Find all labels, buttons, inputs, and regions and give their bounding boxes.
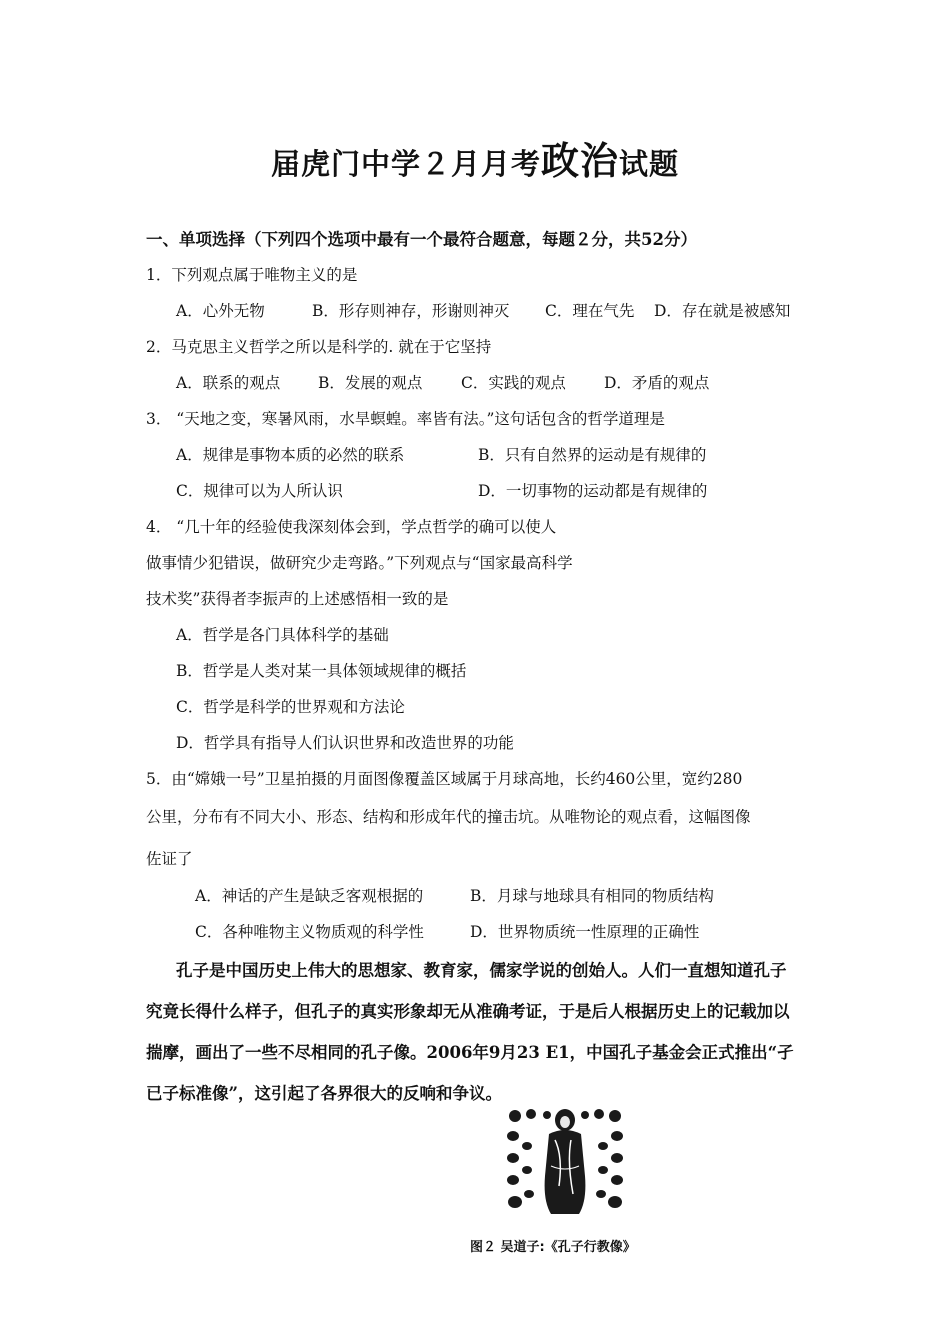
title-part3: 试题 [619,147,680,181]
question-2-option-a: A．联系的观点 [176,374,281,392]
title-part1: 届虎门中学２月月考 [270,147,541,181]
question-5-option-d: D．世界物质统一性原理的正确性 [470,923,700,941]
question-5-option-c: C．各种唯物主义物质观的科学性 [195,923,424,941]
question-4-option-b: B．哲学是人类对某一具体领域规律的概括 [176,662,467,680]
question-3-option-a: A．规律是事物本质的必然的联系 [176,446,405,464]
confucius-portrait-image [505,1106,625,1218]
question-4-option-c: C．哲学是科学的世界观和方法论 [176,698,405,716]
question-5-option-a: A．神话的产生是缺乏客观根据的 [195,887,424,905]
question-3-option-d: D．一切事物的运动都是有规律的 [478,482,708,500]
question-3-option-b: B．只有自然界的运动是有规律的 [478,446,707,464]
passage-line-4: 已子标准像”，这引起了各界很大的反响和争议。 [146,1084,502,1103]
question-5-stem-line-1: 5．由“嫦娥一号”卫星拍摄的月面图像覆盖区域属于月球高地，长约460公里，宽约280 [146,770,743,788]
question-4-stem-line-2: 做事情少犯错误，做研究少走弯路。”下列观点与“国家最高科学 [146,554,573,572]
figure-caption: 图２ 吴道子:《孔子行教像》 [470,1240,636,1255]
section-heading: 一、单项选择（下列四个选项中最有一个最符合题意，每题２分，共52分） [146,230,697,249]
question-4-stem-line-1: 4． “几十年的经验使我深刻体会到，学点哲学的确可以使人 [146,518,557,536]
question-2-stem: 2．马克思主义哲学之所以是科学的. 就在于它坚持 [146,338,492,356]
question-1-stem: 1．下列观点属于唯物主义的是 [146,266,358,284]
question-3-stem: 3． “天地之变，寒暑风雨，水旱螟蝗。率皆有法。”这句话包含的哲学道理是 [146,410,665,428]
question-5-option-b: B．月球与地球具有相同的物质结构 [470,887,714,905]
question-2-option-b: B．发展的观点 [318,374,423,392]
question-4-stem-line-3: 技术奖”获得者李振声的上述感悟相一致的是 [146,590,449,608]
question-1-option-c: C．理在气先 [545,302,635,320]
question-1-option-d: D．存在就是被感知 [654,302,791,320]
question-1-option-b: B．形存则神存，形谢则神灭 [312,302,510,320]
page-title [0,130,950,185]
question-2-option-c: C．实践的观点 [461,374,566,392]
passage-line-1: 孔子是中国历史上伟大的思想家、教育家，儒家学说的创始人。人们一直想知道孔子 [176,961,787,980]
question-3-option-c: C．规律可以为人所认识 [176,482,343,500]
title-part2: 政治 [540,138,619,183]
question-5-stem-line-3: 佐证了 [146,850,193,868]
question-1-option-a: A．心外无物 [176,302,265,320]
passage-line-2: 究竟长得什么样子，但孔子的真实形象却无从准确考证，于是后人根据历史上的记载加以 [146,1002,790,1021]
passage-line-3: 揣摩，画出了一些不尽相同的孔子像。2006年9月23 E1，中国孔子基金会正式推出“孑 [146,1043,794,1062]
question-4-option-a: A．哲学是各门具体科学的基础 [176,626,389,644]
question-2-option-d: D．矛盾的观点 [604,374,710,392]
question-4-option-d: D．哲学具有指导人们认识世界和改造世界的功能 [176,734,514,752]
question-5-stem-line-2: 公里，分布有不同大小、形态、结构和形成年代的撞击坑。从唯物论的观点看，这幅图像 [146,808,751,826]
